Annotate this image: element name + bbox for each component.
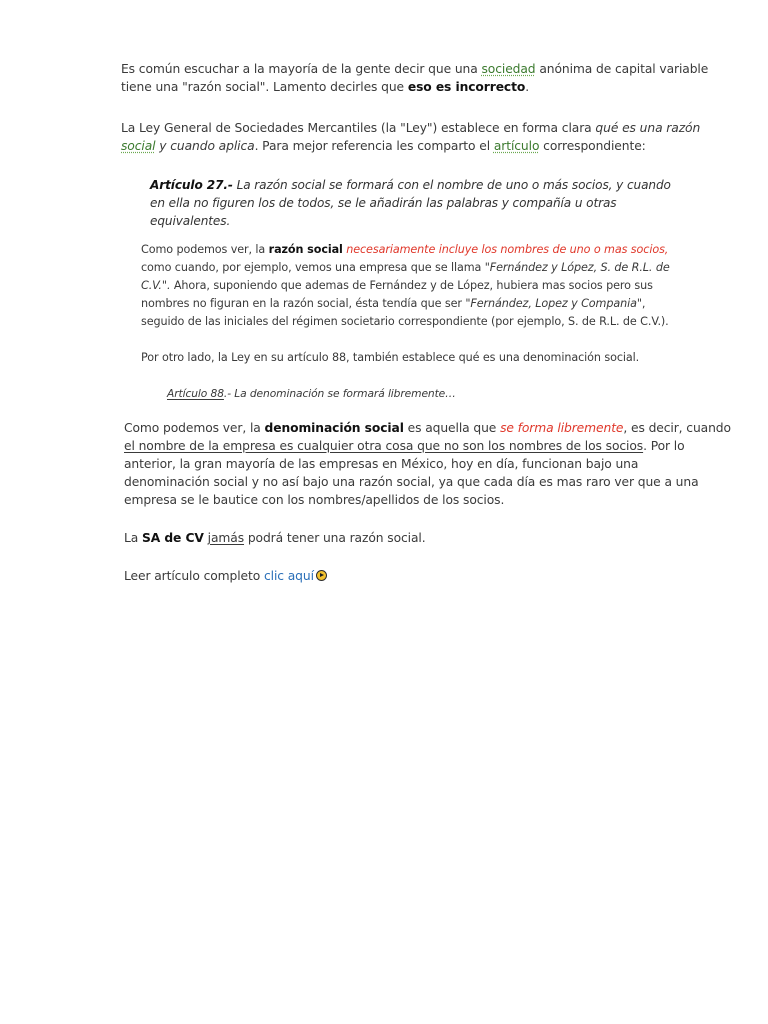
text-run: seguido de las iniciales del régimen societario correspondiente (por ejemplo, S. de R.L. de C.V.). — [141, 315, 669, 328]
text-run: como cuando, por ejemplo, vemos una empresa que se llama — [141, 261, 485, 274]
sa-de-cv-paragraph — [124, 529, 426, 547]
bold-text: eso es incorrecto — [407, 80, 526, 94]
read-more-paragraph — [124, 567, 327, 585]
law-paragraph — [121, 119, 700, 155]
text-run: Es común escuchar a la mayoría de la gente decir que una — [121, 62, 482, 76]
text-run: correspondiente: — [539, 139, 646, 153]
text-run: Ahora, suponiendo que ademas de Fernández y de López, hubiera mas socios pero sus — [170, 279, 653, 292]
read-more-link[interactable]: clic aquí — [263, 569, 314, 583]
razon-social-paragraph — [141, 241, 670, 331]
text-run: equivalentes. — [150, 214, 231, 228]
text-run: anterior, la gran mayoría de las empresas en México, hoy en día, funcionan bajo una — [124, 457, 639, 471]
text-run: , — [641, 297, 646, 310]
highlighted-text: necesariamente incluye los nombres de uno o mas socios, — [342, 243, 669, 256]
social-link[interactable]: social — [121, 139, 156, 153]
text-run: Como podemos ver, la — [141, 243, 269, 256]
article-27-quote — [150, 176, 671, 228]
text-run: denominación social y no así bajo una razón social, ya que cada día es mas raro ver que a una — [124, 475, 699, 489]
text-run: Por otro lado, la Ley en su artículo 88, también establece qué es una denominación social. — [141, 351, 640, 364]
italic-text: C.V.". — [141, 279, 171, 292]
bold-text: razón social — [268, 243, 343, 256]
sociedad-link[interactable]: sociedad — [481, 62, 536, 76]
arrow-circle-icon[interactable] — [316, 570, 327, 581]
article-88-quote — [167, 385, 456, 403]
text-run: anónima de capital variable — [535, 62, 709, 76]
article-88-label: Artículo 88 — [167, 387, 224, 400]
text-run: Como podemos ver, la — [124, 421, 265, 435]
articulo-link[interactable]: artículo — [493, 139, 540, 153]
text-run: La razón social se formará con el nombre de uno o más socios, y cuando — [232, 178, 671, 192]
text-run: Leer artículo completo — [124, 569, 264, 583]
article-88-intro — [141, 349, 639, 367]
text-run: tiene una "razón social". Lamento decirles que — [121, 80, 408, 94]
bold-text: SA de CV — [142, 531, 204, 545]
text-run: , es decir, cuando — [623, 421, 731, 435]
text-run: nombres no figuran en la razón social, ésta tendía que ser — [141, 297, 466, 310]
underlined-text: el nombre de la empresa es cualquier otra cosa que no son los nombres de los socios — [124, 439, 644, 453]
bold-text: denominación social — [264, 421, 404, 435]
text-run: empresa se le bautice con los nombres/apellidos de los socios. — [124, 493, 505, 507]
underlined-text: jamás — [207, 531, 245, 545]
text-run: La — [124, 531, 142, 545]
text-run: .- La denominación se formará libremente… — [223, 387, 456, 400]
text-run: podrá tener una razón social. — [244, 531, 426, 545]
italic-text: "Fernández y López, S. de R.L. de — [484, 261, 670, 274]
text-run: . Para mejor referencia les comparto el — [254, 139, 494, 153]
italic-text: qué es una razón — [595, 121, 701, 135]
intro-paragraph — [121, 60, 708, 96]
text-run: La Ley General de Sociedades Mercantiles (la "Ley") establece en forma clara — [121, 121, 596, 135]
italic-text: y cuando aplica — [155, 139, 255, 153]
denominacion-paragraph — [124, 419, 731, 509]
text-run: en ella no figuren los de todos, se le añadirán las palabras y compañía u otras — [150, 196, 617, 210]
text-run: . Por lo — [643, 439, 685, 453]
text-run: . — [525, 80, 530, 94]
text-run: es aquella que — [403, 421, 501, 435]
highlighted-text: se forma libremente — [500, 421, 624, 435]
article-27-label: Artículo 27.- — [150, 178, 233, 192]
italic-text: "Fernández, Lopez y Compania" — [465, 297, 642, 310]
